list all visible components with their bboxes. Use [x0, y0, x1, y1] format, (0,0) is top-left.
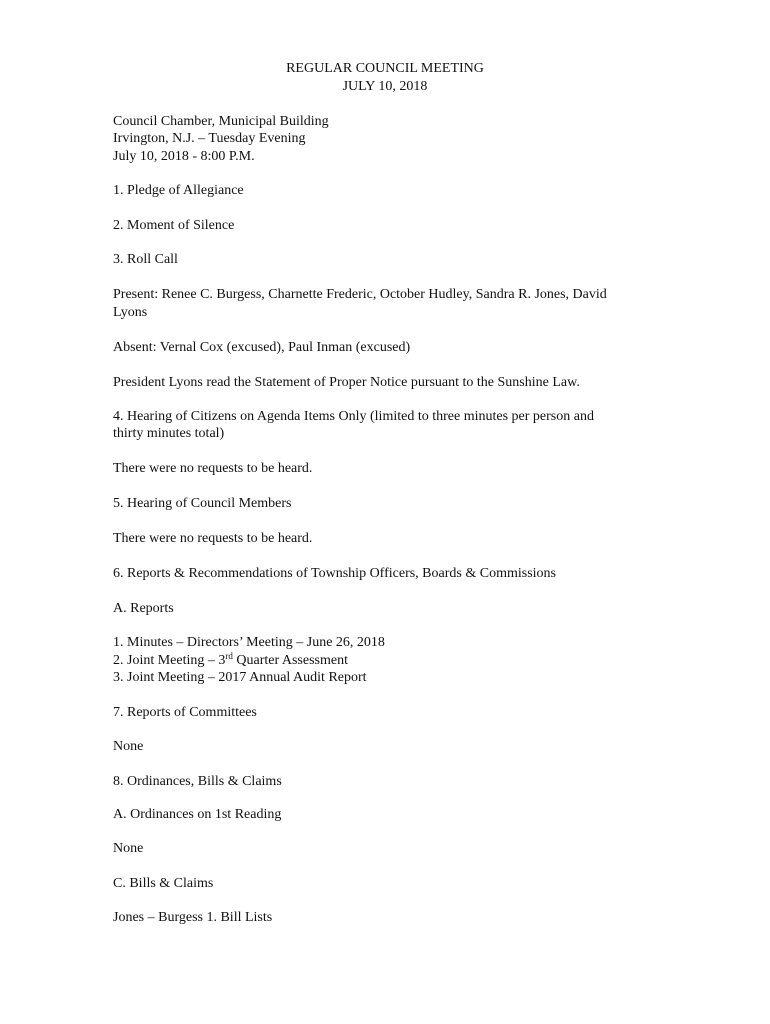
agenda-item: 8. Ordinances, Bills & Claims	[113, 774, 282, 789]
report-item: 1. Minutes – Directors’ Meeting – June 26, 2018	[113, 635, 385, 650]
sub-heading: C. Bills & Claims	[113, 876, 214, 891]
paragraph: Jones – Burgess 1. Bill Lists	[113, 910, 273, 925]
paragraph: There were no requests to be heard.	[113, 461, 313, 476]
agenda-item: 5. Hearing of Council Members	[113, 496, 292, 511]
absent-list: Absent: Vernal Cox (excused), Paul Inman (excused)	[113, 340, 411, 355]
agenda-item: 6. Reports & Recommendations of Township Officers, Boards & Commissions	[113, 566, 556, 581]
paragraph: President Lyons read the Statement of Proper Notice pursuant to the Sunshine Law.	[113, 375, 580, 390]
paragraph: None	[113, 841, 144, 856]
present-list: Present: Renee C. Burgess, Charnette Frederic, October Hudley, Sandra R. Jones, David	[113, 287, 607, 302]
ordinal-suffix: rd	[225, 651, 233, 661]
present-list: Lyons	[113, 305, 148, 320]
sub-heading: A. Reports	[113, 601, 174, 616]
agenda-item: 1. Pledge of Allegiance	[113, 183, 244, 198]
agenda-item: 7. Reports of Committees	[113, 705, 257, 720]
sub-heading: A. Ordinances on 1st Reading	[113, 807, 282, 822]
paragraph: None	[113, 739, 144, 754]
report-item: 3. Joint Meeting – 2017 Annual Audit Report	[113, 670, 367, 685]
location-line: July 10, 2018 - 8:00 P.M.	[113, 149, 255, 164]
report-item	[113, 652, 348, 670]
report-item-text: 2. Joint Meeting – 3	[113, 653, 226, 668]
agenda-item: 2. Moment of Silence	[113, 218, 235, 233]
location-line: Irvington, N.J. – Tuesday Evening	[113, 131, 306, 146]
agenda-item: 4. Hearing of Citizens on Agenda Items Only (limited to three minutes per person and	[113, 409, 594, 424]
agenda-item: 3. Roll Call	[113, 252, 178, 267]
document-date: JULY 10, 2018	[342, 79, 428, 94]
agenda-item: thirty minutes total)	[113, 426, 225, 441]
document-title: REGULAR COUNCIL MEETING	[286, 61, 484, 76]
report-item-text: Quarter Assessment	[232, 653, 348, 668]
paragraph: There were no requests to be heard.	[113, 531, 313, 546]
location-line: Council Chamber, Municipal Building	[113, 114, 329, 129]
